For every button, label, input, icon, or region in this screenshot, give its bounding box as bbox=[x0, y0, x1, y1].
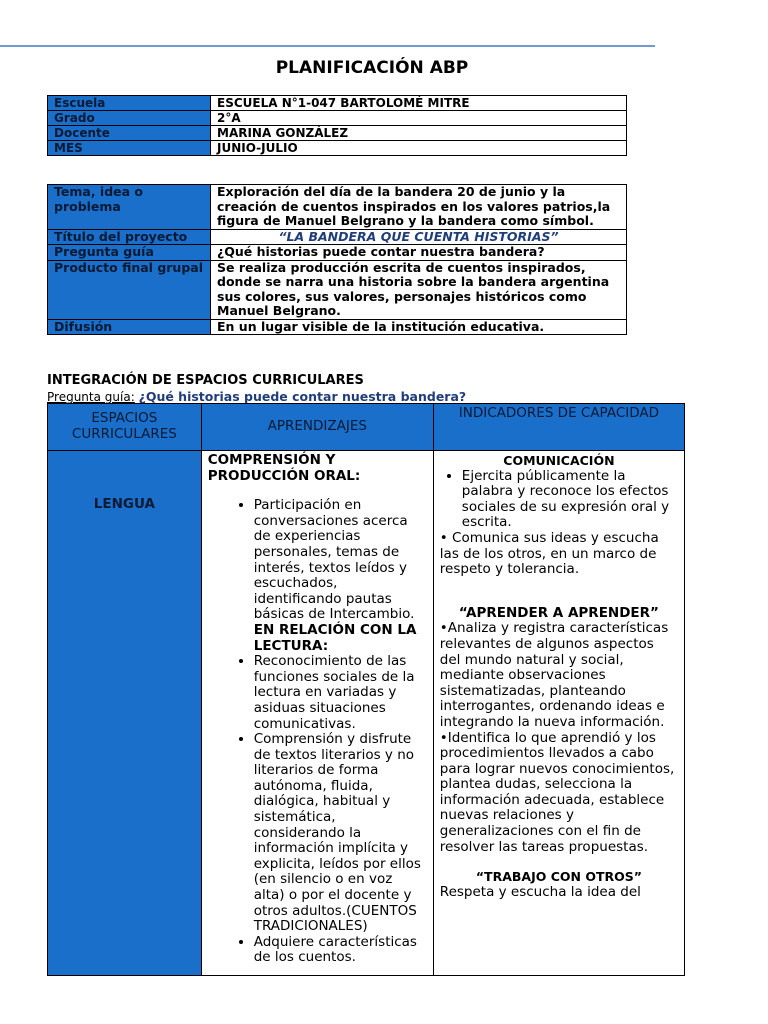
table-header-row bbox=[48, 404, 685, 451]
indicator-text: Respeta y escucha la idea del bbox=[439, 883, 641, 900]
learnings-heading-reading: EN RELACIÓN CON LA LECTURA: bbox=[253, 621, 417, 654]
curriculum-table bbox=[47, 403, 685, 976]
col-header-indicadores: INDICADORES DE CAPACIDAD bbox=[433, 404, 684, 451]
learnings-list-reading bbox=[208, 654, 427, 966]
list-item: • Participación en conversaciones acerca de experiencias personales, temas de interés, textos leídos y escuchados, identificando pautas básicas de Intercambio. bbox=[254, 498, 427, 623]
indicator-list-communication bbox=[440, 469, 678, 531]
table-row bbox=[48, 185, 627, 230]
topic-value: Exploración del día de la bandera 20 de junio y la creación de cuentos inspirados en los valores patrios,la figura de Manuel Belgrano y la bandera como símbol. bbox=[211, 185, 627, 230]
indicator-text: •Analiza y registra características relevantes de algunos aspectos del mundo natural y social, mediante observaciones sistematizadas, planteando interrogantes, ordenando ideas e integrando la nueva información. bbox=[439, 620, 669, 730]
page-title: PLANIFICACIÓN ABP bbox=[275, 58, 469, 78]
section-heading: INTEGRACIÓN DE ESPACIOS CURRICULARES bbox=[47, 373, 364, 388]
subject-cell bbox=[48, 451, 202, 976]
table-row bbox=[48, 245, 627, 261]
learnings-cell bbox=[201, 451, 433, 976]
teacher-value: MARINA GONZÁLEZ bbox=[211, 126, 627, 141]
final-product-label: Producto final grupal bbox=[48, 260, 211, 319]
table-row bbox=[48, 111, 627, 126]
indicator-heading-learning: “APRENDER A APRENDER” bbox=[458, 604, 659, 621]
school-value: ESCUELA N°1-047 BARTOLOMÉ MITRE bbox=[211, 96, 627, 111]
project-table bbox=[47, 184, 627, 335]
diffusion-value: En un lugar visible de la institución educativa. bbox=[211, 319, 627, 335]
indicator-text: •Identifica lo que aprendió y los procedimientos llevados a cabo para lograr nuevos conocimientos, plantea dudas, selecciona la información adecuada, establece nuevas relaciones y generalizaciones con el fin de resolver las tareas propuestas. bbox=[439, 729, 675, 855]
header-rule bbox=[0, 45, 655, 47]
school-label: Escuela bbox=[48, 96, 211, 111]
guide-label: Pregunta guía: bbox=[47, 390, 135, 404]
list-item: • Adquiere características de los cuentos. bbox=[254, 935, 427, 966]
guide-question-line bbox=[47, 389, 466, 404]
grade-value: 2°A bbox=[211, 111, 627, 126]
project-title-value: “LA BANDERA QUE CUENTA HISTORIAS” bbox=[211, 229, 627, 245]
final-product-value: Se realiza producción escrita de cuentos inspirados, donde se narra una historia sobre la bandera argentina sus colores, sus valores, personajes históricos como Manuel Belgrano. bbox=[211, 260, 627, 319]
info-table bbox=[47, 95, 627, 156]
guide-question: ¿Qué historias puede contar nuestra bandera? bbox=[138, 389, 467, 404]
month-label: MES bbox=[48, 141, 211, 156]
indicator-heading-teamwork: “TRABAJO CON OTROS” bbox=[475, 869, 642, 885]
grade-label: Grado bbox=[48, 111, 211, 126]
table-row bbox=[48, 96, 627, 111]
col-header-aprendizajes: APRENDIZAJES bbox=[201, 404, 433, 451]
guide-question-label: Pregunta guía bbox=[48, 245, 211, 261]
teacher-label: Docente bbox=[48, 126, 211, 141]
table-row bbox=[48, 229, 627, 245]
subject-label: LENGUA bbox=[93, 496, 155, 512]
diffusion-label: Difusión bbox=[48, 319, 211, 335]
month-value: JUNIO-JULIO bbox=[211, 141, 627, 156]
learnings-list-oral bbox=[208, 498, 427, 623]
guide-question-value: ¿Qué historias puede contar nuestra bandera? bbox=[211, 245, 627, 261]
list-item: • Ejercita públicamente la palabra y reconoce los efectos sociales de su expresión oral y escrita. bbox=[462, 469, 678, 531]
table-row bbox=[48, 141, 627, 156]
table-row bbox=[48, 451, 685, 976]
table-row bbox=[48, 319, 627, 335]
list-item: • Comprensión y disfrute de textos literarios y no literarios de forma autónoma, fluida, dialógica, habitual y sistemática, considerando la información implícita y explicita, leídos por ellos (en silencio o en voz alta) o por el docente y otros adultos.(CUENTOS TRADICIONALES) bbox=[254, 732, 427, 935]
learnings-heading-oral: COMPRENSIÓN Y PRODUCCIÓN ORAL: bbox=[207, 452, 361, 484]
table-row bbox=[48, 260, 627, 319]
indicator-text: • Comunica sus ideas y escucha las de los otros, en un marco de respeto y tolerancia. bbox=[439, 529, 659, 578]
table-row bbox=[48, 126, 627, 141]
project-title-label: Título del proyecto bbox=[48, 229, 211, 245]
indicator-heading-communication: COMUNICACIÓN bbox=[503, 453, 615, 468]
topic-label: Tema, idea o problema bbox=[48, 185, 211, 230]
indicators-cell bbox=[433, 451, 684, 976]
list-item: • Reconocimiento de las funciones sociales de la lectura en variadas y asiduas situaciones comunicativas. bbox=[254, 654, 427, 732]
col-header-espacios: ESPACIOS CURRICULARES bbox=[48, 404, 202, 451]
